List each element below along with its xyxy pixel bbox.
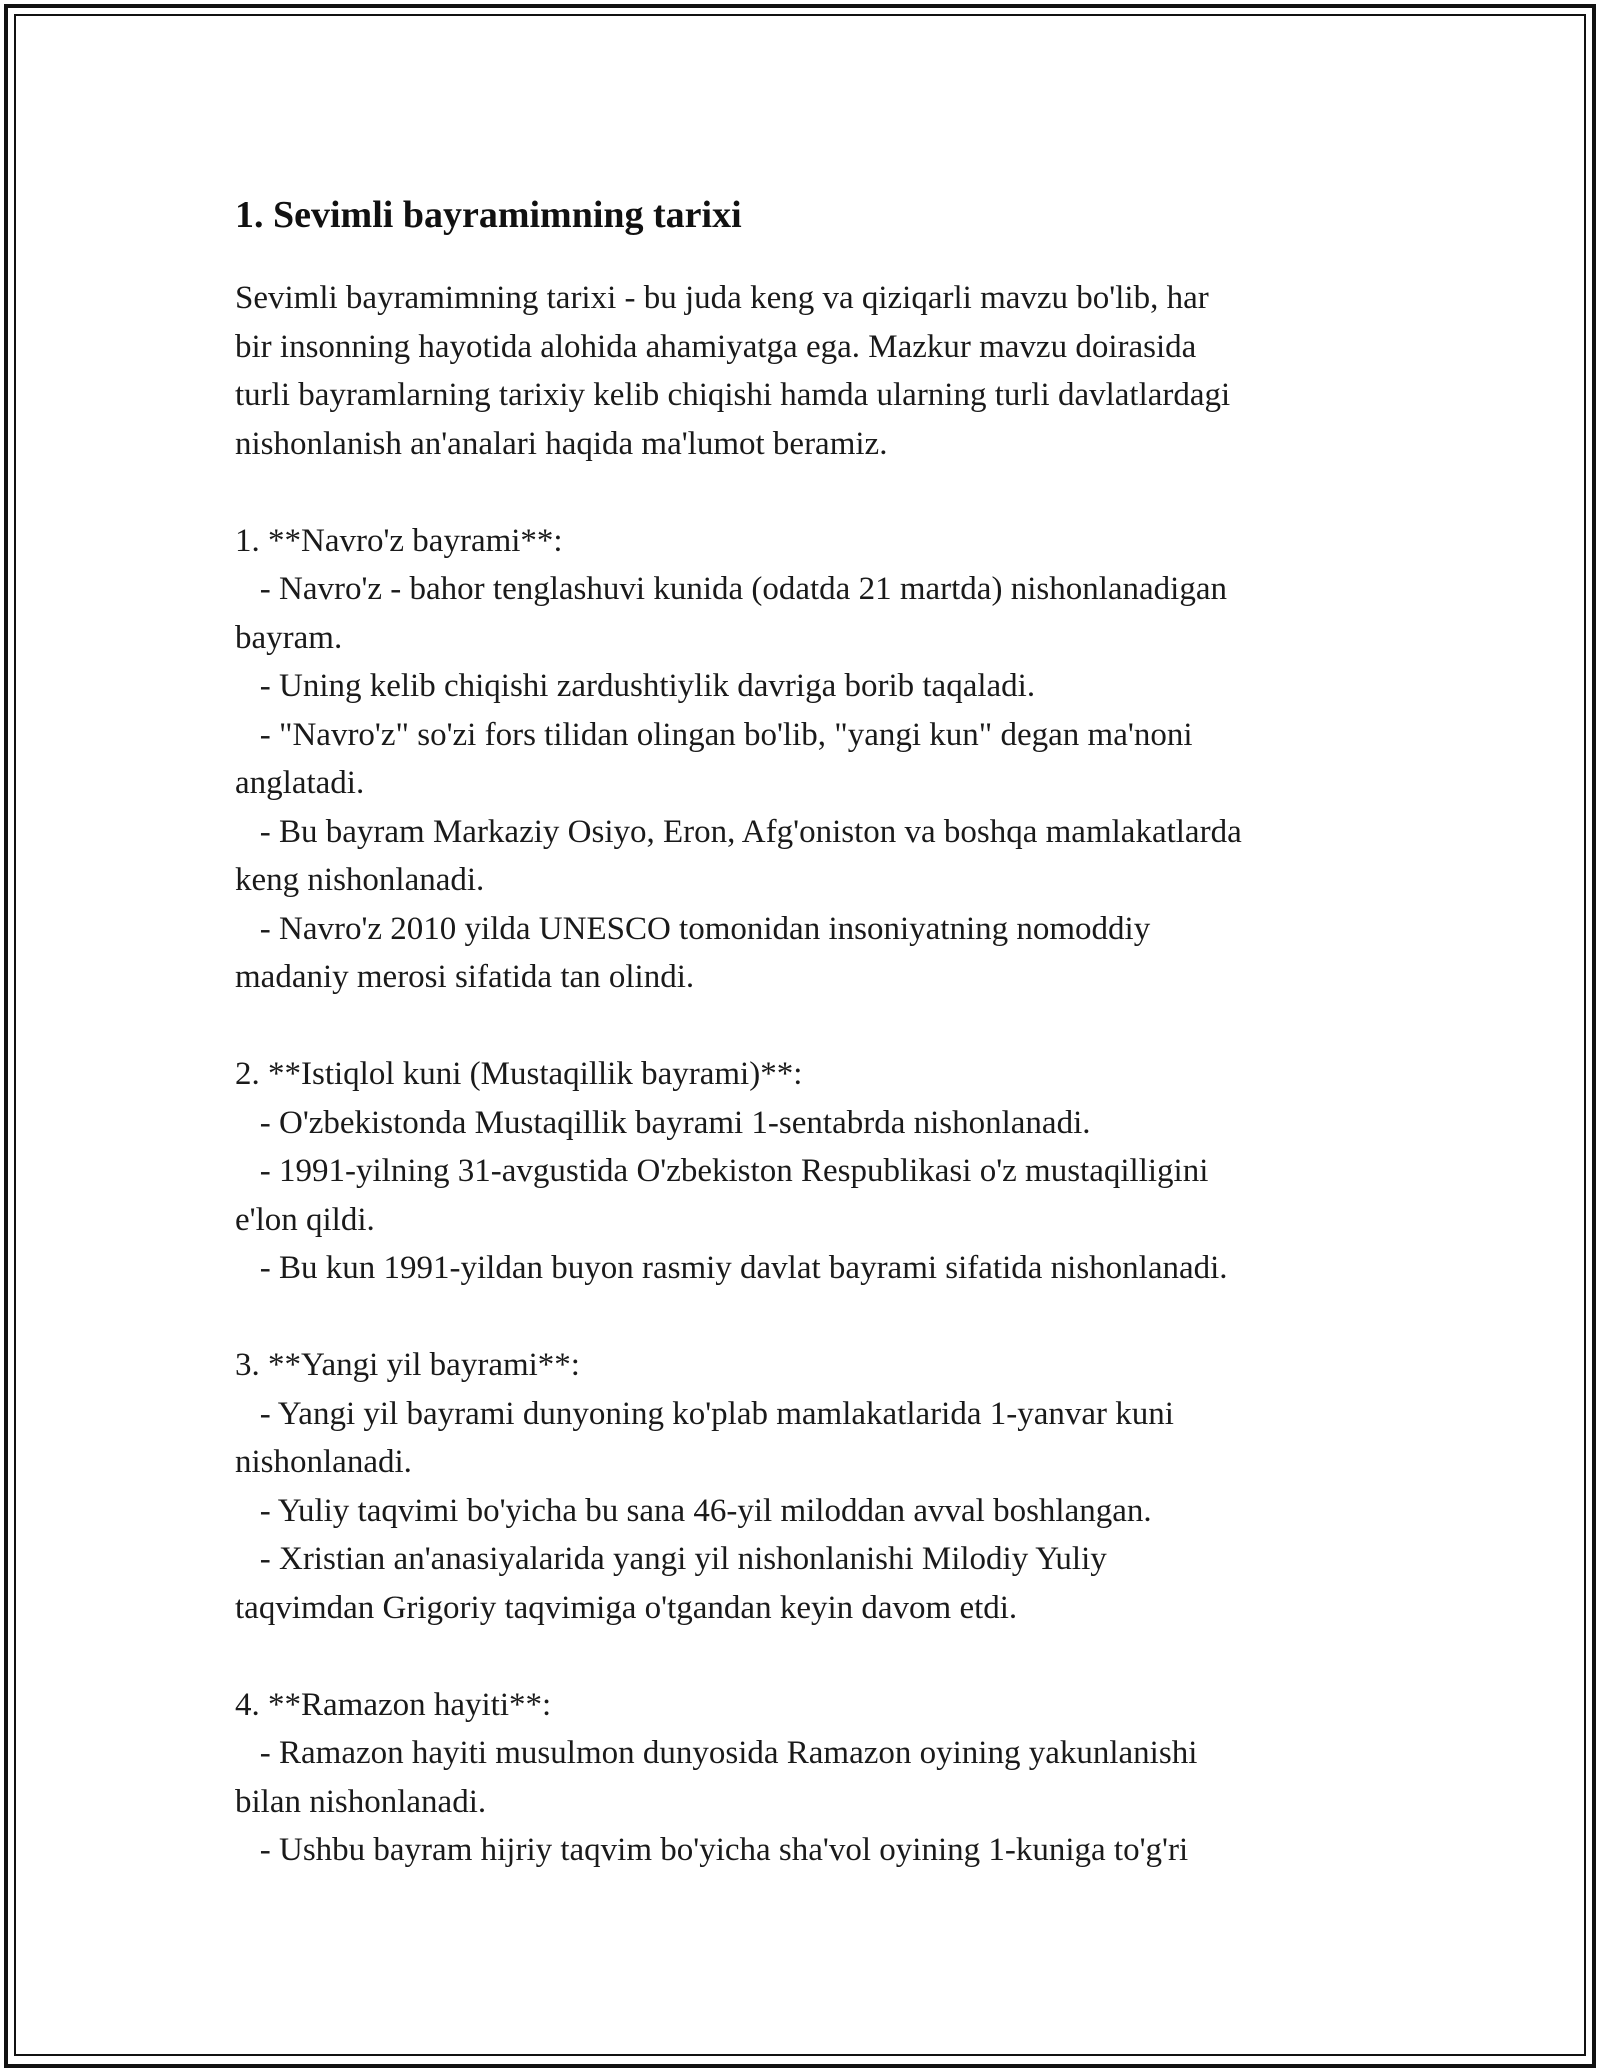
document-body: Sevimli bayramimning tarixi - bu juda keng va qiziqarli mavzu bo'lib, har bir insonning hayotida alohida ahamiyatga ega. Mazkur mavzu doirasida turli bayramlarning tarixiy kelib chiqishi hamda ularning turli davlatlardagi nishonlanish an'analari haqida ma'lumot beramiz. 1. **Navro'z bayrami**: - Navro'z - bahor tenglashuvi kunida (odatda 21 martda) nishonlanadigan bayram. - Uning kelib chiqishi zardushtiylik davriga borib taqaladi. - "Navro'z" so'zi fors tilidan olingan bo'lib, "yangi kun" degan ma'noni anglatadi. - Bu bayram Markaziy Osiyo, Eron, Afg'oniston va boshqa mamlakatlarda keng nishonlanadi. - Navro'z 2010 yilda UNESCO tomonidan insoniyatning nomoddiy madaniy merosi sifatida tan olindi. 2. **Istiqlol kuni (Mustaqillik bayrami)**: - O'zbekistonda Mustaqillik bayrami 1-sentabrda nishonlanadi. - 1991-yilning 31-avgustida O'zbekiston Respublikasi o'z mustaqilligini e'lon qildi. - Bu kun 1991-yildan buyon rasmiy davlat bayrami sifatida nishonlanadi. 3. **Yangi yil bayrami**: - Yangi yil bayrami dunyoning ko'plab mamlakatlarida 1-yanvar kuni nishonlanadi. - Yuliy taqvimi bo'yicha bu sana 46-yil miloddan avval boshlangan. - Xristian an'anasiyalarida yangi yil nishonlanishi Milodiy Yuliy taqvimdan Grigoriy taqvimiga o'tgandan keyin davom etdi. 4. **Ramazon hayiti**: - Ramazon hayiti musulmon dunyosida Ramazon oyining yakunlanishi bilan nishonlanadi. - Ushbu bayram hijriy taqvim bo'yicha sha'vol oyining 1-kuniga to'g'ri	[235, 280, 1242, 1868]
document-title: 1. Sevimli bayramimning tarixi	[235, 194, 742, 236]
document-page	[235, 188, 1375, 1875]
